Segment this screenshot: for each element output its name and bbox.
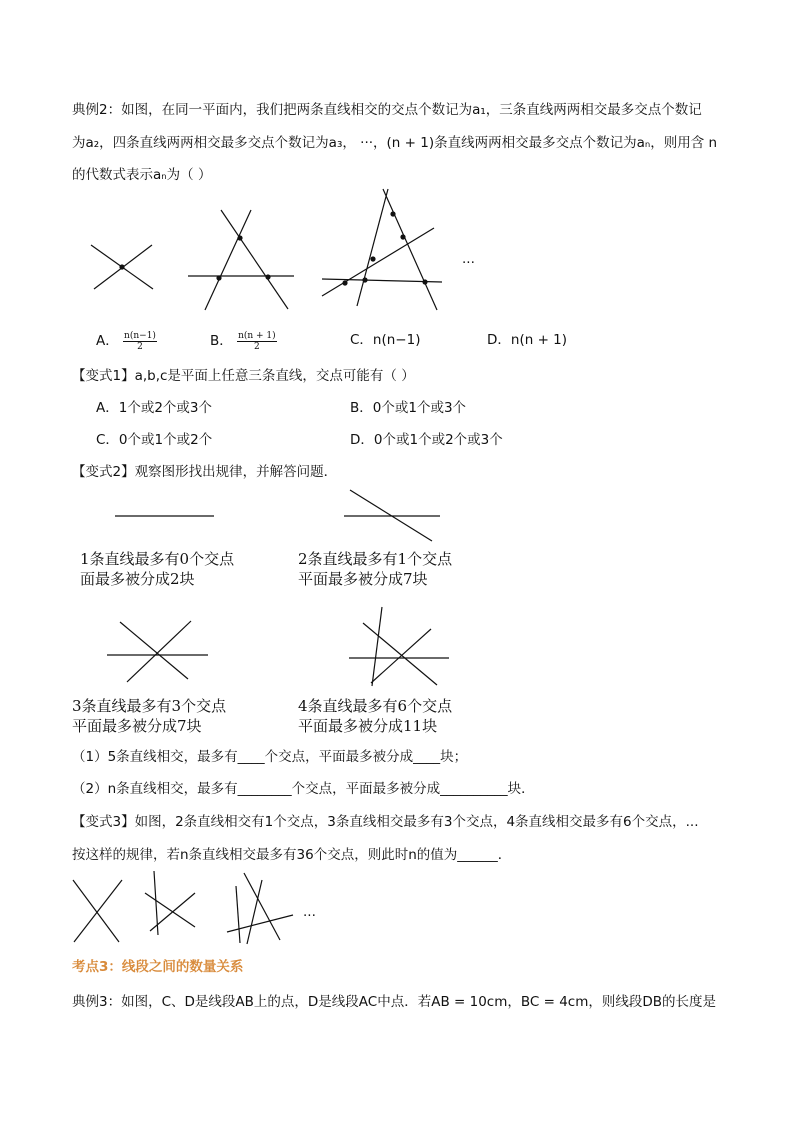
v2-stem: 【变式2】观察图形找出规律，并解答问题． bbox=[72, 464, 338, 480]
v2-question-2: （2）n条直线相交，最多有________个交点，平面最多被分成__________块． bbox=[72, 781, 535, 797]
v2-question-1: （1）5条直线相交，最多有____个交点，平面最多被分成____块； bbox=[72, 749, 468, 765]
v2-caption-2a: 2条直线最多有1个交点 bbox=[298, 550, 453, 568]
v3-line1: 【变式3】如图，2条直线相交有1个交点，3条直线相交最多有3个交点，4条直线相交最多有6个交点，... bbox=[72, 814, 699, 830]
v2-caption-4b: 平面最多被分成11块 bbox=[298, 717, 438, 735]
option-a-label: A． bbox=[96, 333, 119, 349]
v2-caption-3a: 3条直线最多有3个交点 bbox=[72, 697, 227, 715]
ex2-line2: 为a₂，四条直线两两相交最多交点个数记为a₃， ···，(n + 1)条直线两两相交最多交点个数记为aₙ，则用含 n bbox=[72, 135, 718, 151]
v2-caption-2b: 平面最多被分成7块 bbox=[298, 570, 428, 588]
v2-caption-1a: 1条直线最多有0个交点 bbox=[80, 550, 235, 568]
option-b-numerator: n(n + 1) bbox=[238, 330, 276, 341]
ex3-stem: 典例3：如图，C、D是线段AB上的点，D是线段AC中点．若AB = 10cm，BC = 4cm，则线段DB的长度是 bbox=[72, 994, 717, 1010]
option-b-label: B． bbox=[210, 333, 233, 349]
section-heading: 考点3：线段之间的数量关系 bbox=[72, 959, 244, 975]
v1-option-b[interactable]: B．0个或1个或3个 bbox=[350, 400, 467, 416]
ex2-line3: 的代数式表示aₙ为（ ） bbox=[72, 167, 212, 183]
v1-option-c[interactable]: C．0个或1个或2个 bbox=[96, 432, 213, 448]
ex2-line1: 典例2：如图，在同一平面内，我们把两条直线相交的交点个数记为a₁，三条直线两两相交最多交点个数记 bbox=[72, 102, 702, 118]
ex2-option-c[interactable]: C．n(n−1) bbox=[350, 332, 421, 348]
ex2-ellipsis: ··· bbox=[462, 255, 475, 271]
v1-option-a[interactable]: A．1个或2个或3个 bbox=[96, 400, 213, 416]
ex2-option-d[interactable]: D．n(n + 1) bbox=[487, 332, 568, 348]
v2-caption-1b: 面最多被分成2块 bbox=[80, 570, 195, 588]
option-a-denominator: 2 bbox=[137, 341, 143, 352]
option-a-numerator: n(n−1) bbox=[124, 330, 156, 341]
v3-line2: 按这样的规律，若n条直线相交最多有36个交点，则此时n的值为______． bbox=[72, 847, 512, 863]
v1-stem: 【变式1】a,b,c是平面上任意三条直线，交点可能有（ ） bbox=[72, 368, 415, 384]
v1-option-d[interactable]: D．0个或1个或2个或3个 bbox=[350, 432, 503, 448]
option-b-denominator: 2 bbox=[254, 341, 260, 352]
v3-ellipsis: ··· bbox=[303, 908, 316, 924]
v2-caption-3b: 平面最多被分成7块 bbox=[72, 717, 202, 735]
v2-caption-4a: 4条直线最多有6个交点 bbox=[298, 697, 453, 715]
